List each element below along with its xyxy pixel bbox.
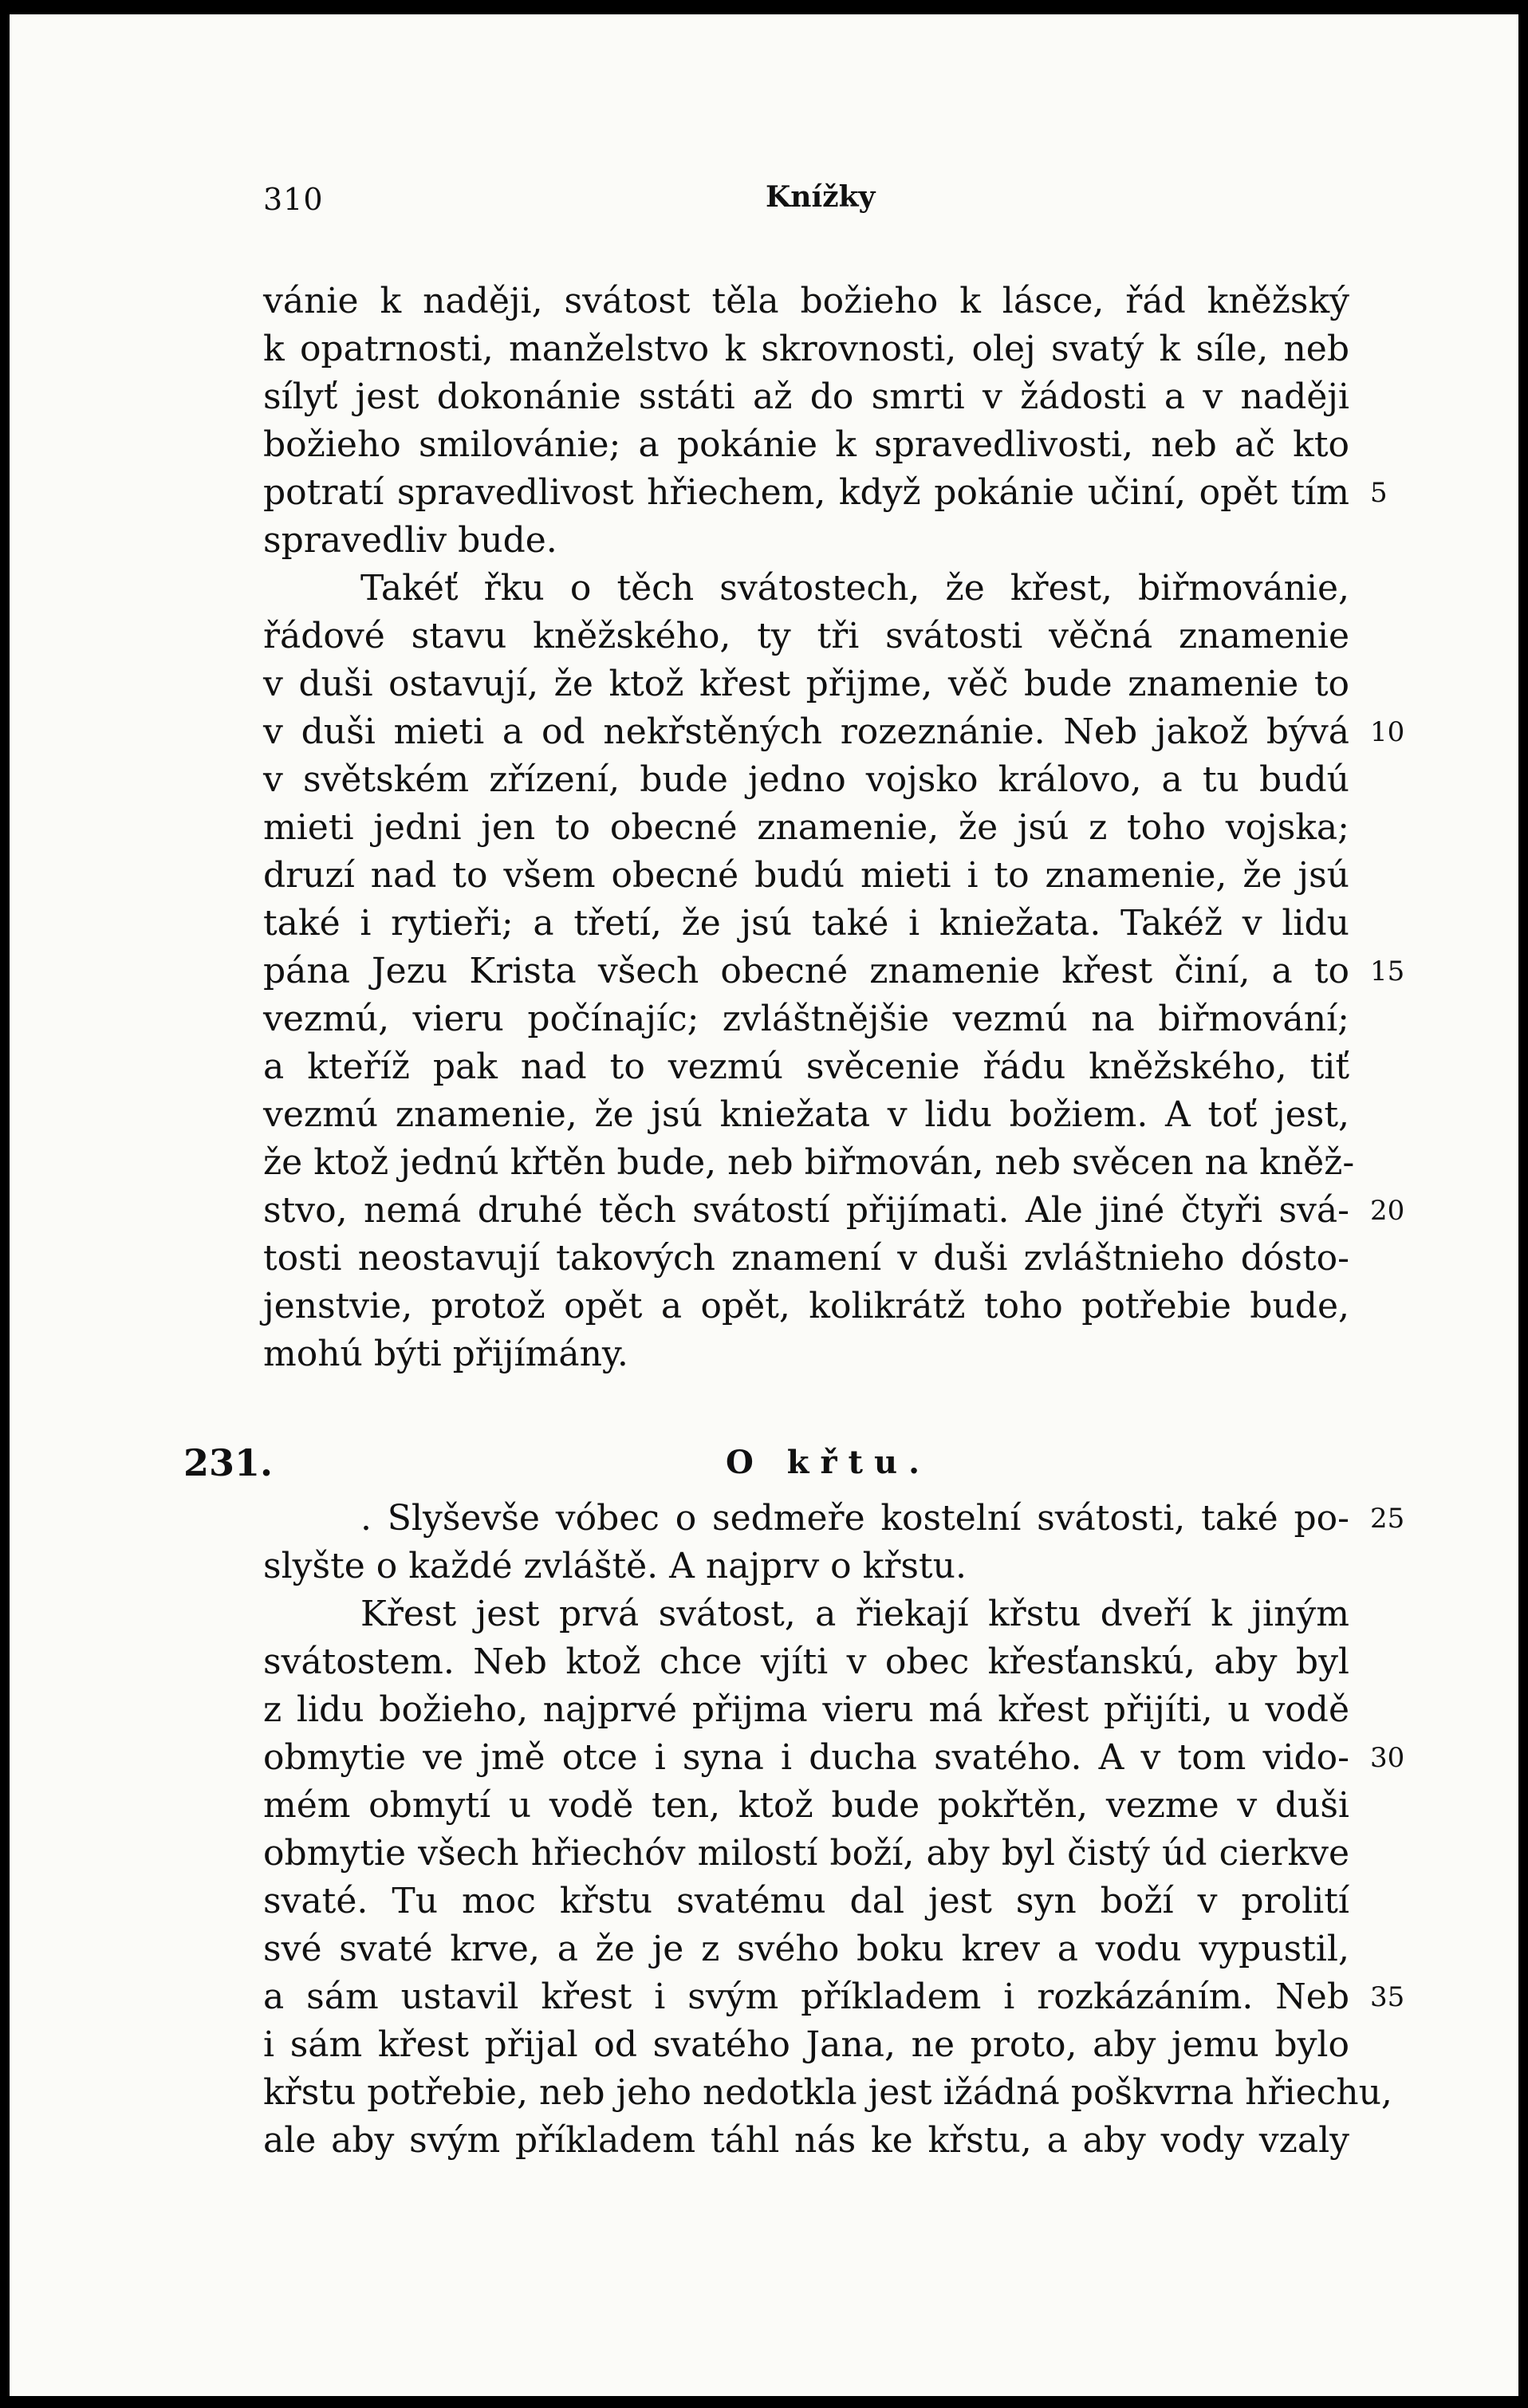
text-line: vezmú znamenie, že jsú kniežata v lidu božiem. A toť jest, xyxy=(263,1094,1349,1135)
text-line: sílyť jest dokonánie sstáti až do smrti v žádosti a v naději xyxy=(263,376,1349,417)
text-line: řádové stavu kněžského, ty tři svátosti věčná znamenie xyxy=(263,616,1349,656)
text-line: a kteříž pak nad to vezmú svěcenie řádu kněžského, tiť xyxy=(263,1046,1349,1087)
text-line: pána Jezu Krista všech obecné znamenie křest činí, a to xyxy=(263,951,1349,991)
text-line: k opatrnosti, manželstvo k skrovnosti, olej svatý k síle, neb xyxy=(263,329,1349,369)
text-line: druzí nad to všem obecné budú mieti i to znamenie, že jsú xyxy=(263,855,1349,896)
text-line: božieho smilovánie; a pokánie k spravedlivosti, neb ač kto xyxy=(263,424,1349,465)
running-title: Knížky xyxy=(766,180,876,214)
text-line: i sám křest přijal od svatého Jana, ne proto, aby jemu bylo xyxy=(263,2024,1349,2065)
margin-line-number: 25 xyxy=(1370,1503,1405,1535)
section-number: 231. xyxy=(183,1441,274,1484)
page-number: 310 xyxy=(263,182,324,217)
text-line: . Slyševše vóbec o sedmeře kostelní svátosti, také po- xyxy=(360,1498,1349,1539)
text-line: Takéť řku o těch svátostech, že křest, biřmovánie, xyxy=(360,568,1349,609)
text-line: obmytie ve jmě otce i syna i ducha svatého. A v tom vido- xyxy=(263,1737,1349,1778)
text-line: obmytie všech hřiechóv milostí boží, aby byl čistý úd cierkve xyxy=(263,1833,1349,1874)
text-line: v duši ostavují, že ktož křest přijme, věč bude znamenie to xyxy=(263,664,1349,704)
book-page xyxy=(10,14,1518,2396)
text-line: slyšte o každé zvláště. A najprv o křstu. xyxy=(263,1546,967,1586)
margin-line-number: 15 xyxy=(1370,956,1405,987)
text-line: své svaté krve, a že je z svého boku krev a vodu vypustil, xyxy=(263,1929,1349,1969)
text-line: tosti neostavují takových znamení v duši zvláštnieho dósto- xyxy=(263,1238,1349,1279)
margin-line-number: 30 xyxy=(1370,1742,1405,1774)
text-line: vánie k naději, svátost těla božieho k lásce, řád kněžský xyxy=(263,281,1349,321)
text-line: stvo, nemá druhé těch svátostí přijímati. Ale jiné čtyři svá- xyxy=(263,1190,1349,1231)
section-title: O křtu. xyxy=(726,1444,931,1481)
text-line: v duši mieti a od nekřstěných rozeznánie. Neb jakož bývá xyxy=(263,711,1349,752)
text-line: také i rytieři; a třetí, že jsú také i kniežata. Takéž v lidu xyxy=(263,903,1349,944)
text-line: z lidu božieho, najprvé přijma vieru má křest přijíti, u vodě xyxy=(263,1689,1349,1730)
margin-line-number: 35 xyxy=(1370,1981,1405,2013)
text-line: mieti jedni jen to obecné znamenie, že jsú z toho vojska; xyxy=(263,807,1349,848)
text-line: svaté. Tu moc křstu svatému dal jest syn boží v prolití xyxy=(263,1881,1349,1921)
text-line: vezmú, vieru počínajíc; zvláštnějšie vezmú na biřmování; xyxy=(263,999,1349,1039)
margin-line-number: 5 xyxy=(1370,477,1388,509)
text-line: ale aby svým příkladem táhl nás ke křstu, a aby vody vzaly xyxy=(263,2120,1349,2161)
margin-line-number: 10 xyxy=(1370,716,1405,748)
text-line: potratí spravedlivost hřiechem, když pokánie učiní, opět tím xyxy=(263,472,1349,513)
text-line: a sám ustavil křest i svým příkladem i rozkázáním. Neb xyxy=(263,1976,1349,2017)
text-line: v světském zřízení, bude jedno vojsko královo, a tu budú xyxy=(263,759,1349,800)
text-line: jenstvie, protož opět a opět, kolikrátž toho potřebie bude, xyxy=(263,1286,1349,1326)
text-line: křstu potřebie, neb jeho nedotkla jest ižádná poškvrna hřiechu, xyxy=(263,2072,1392,2113)
text-line: svátostem. Neb ktož chce vjíti v obec křesťanskú, aby byl xyxy=(263,1641,1349,1682)
text-line: spravedliv bude. xyxy=(263,520,557,561)
margin-line-number: 20 xyxy=(1370,1195,1405,1227)
text-line: mohú býti přijímány. xyxy=(263,1334,628,1374)
text-line: že ktož jednú křtěn bude, neb biřmován, neb svěcen na kněž- xyxy=(263,1142,1355,1183)
text-line: mém obmytí u vodě ten, ktož bude pokřtěn, vezme v duši xyxy=(263,1785,1349,1826)
text-line: Křest jest prvá svátost, a řiekají křstu dveří k jiným xyxy=(360,1594,1349,1634)
